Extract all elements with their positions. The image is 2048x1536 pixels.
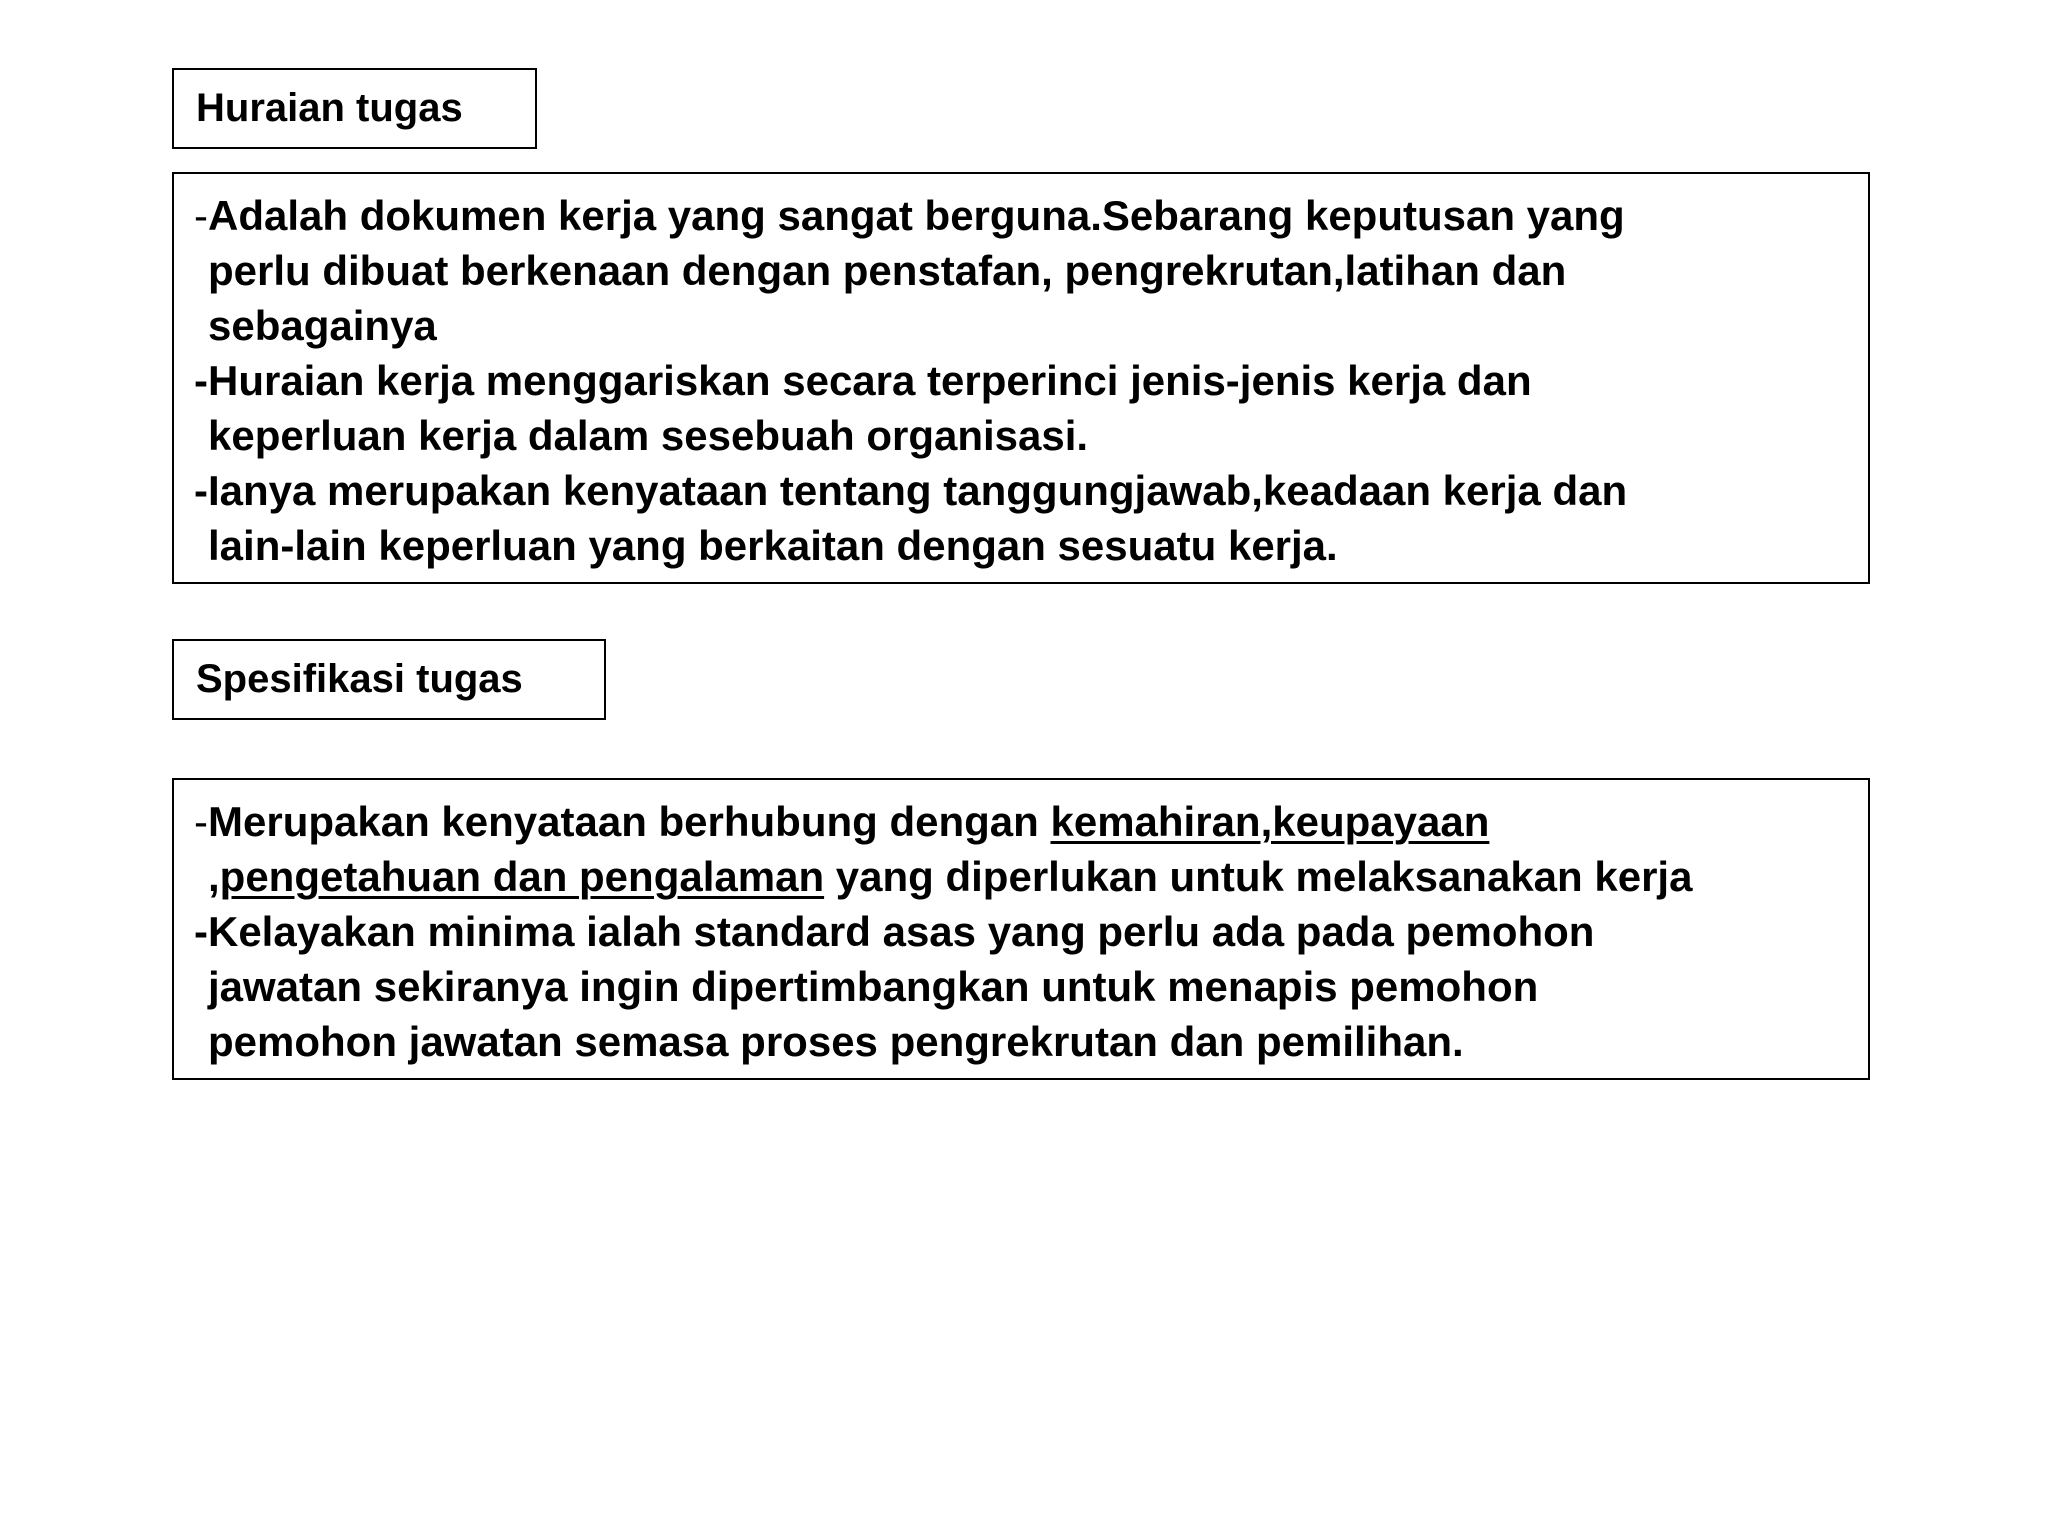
line-dash: - <box>194 192 208 239</box>
line-text: Adalah dokumen kerja yang sangat berguna.Sebarang keputusan yang <box>208 192 1625 239</box>
text-line: -Ianya merupakan kenyataan tentang tanggungjawab,keadaan kerja dan <box>194 467 1628 514</box>
text-line: -Huraian kerja menggariskan secara terperinci jenis-jenis kerja dan <box>194 357 1532 404</box>
line-text: Merupakan kenyataan berhubung dengan <box>208 798 1051 845</box>
text-line: perlu dibuat berkenaan dengan penstafan, pengrekrutan,latihan dan <box>208 247 1567 294</box>
text-line: pemohon jawatan semasa proses pengrekrutan dan pemilihan. <box>208 1018 1464 1065</box>
text-line <box>194 849 1868 904</box>
underlined-text: kemahiran,keupayaan <box>1050 798 1490 845</box>
text-line: -Kelayakan minima ialah standard asas yang perlu ada pada pemohon <box>194 908 1595 955</box>
huraian-tugas-title: Huraian tugas <box>196 86 463 130</box>
text-line: jawatan sekiranya ingin dipertimbangkan untuk menapis pemohon <box>208 963 1539 1010</box>
huraian-tugas-content <box>172 172 1870 584</box>
huraian-tugas-heading <box>172 68 537 149</box>
text-line: lain-lain keperluan yang berkaitan dengan sesuatu kerja. <box>208 522 1338 569</box>
spesifikasi-tugas-title: Spesifikasi tugas <box>196 657 523 701</box>
spesifikasi-tugas-content <box>172 778 1870 1080</box>
text-line <box>194 794 1868 849</box>
line-dash: - <box>194 798 208 845</box>
text-line: keperluan kerja dalam sesebuah organisasi. <box>208 412 1089 459</box>
text-line <box>194 188 1868 243</box>
spesifikasi-tugas-heading <box>172 639 606 720</box>
line-text: yang diperlukan untuk melaksanakan kerja <box>824 853 1693 900</box>
underlined-text: pengetahuan dan pengalaman <box>219 853 825 900</box>
line-prefix: , <box>208 853 220 900</box>
text-line: sebagainya <box>208 302 437 349</box>
